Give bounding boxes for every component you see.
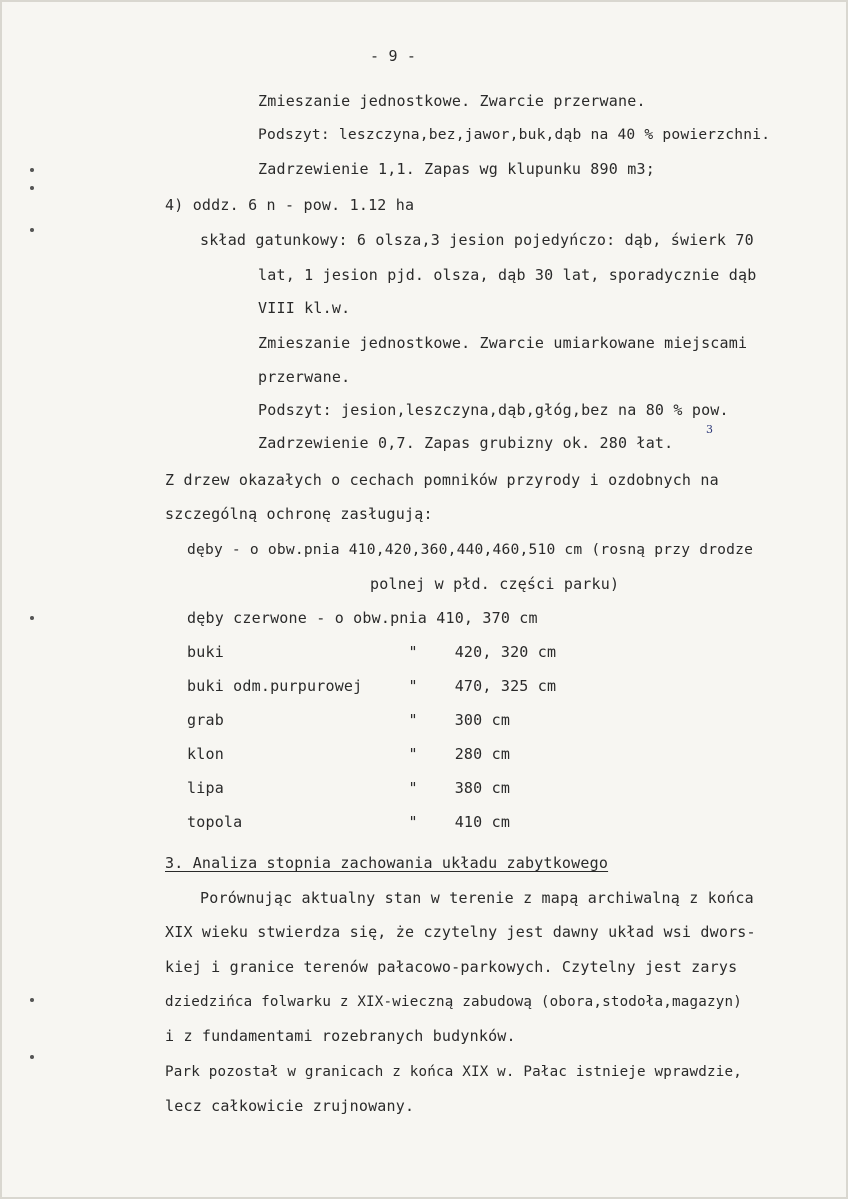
text-line: Park pozostał w granicach z końca XIX w. Pałac istnieje wprawdzie, <box>165 1064 742 1080</box>
page-number: - 9 - <box>370 47 417 65</box>
text-line: dziedzińca folwarku z XIX-wieczną zabudową (obora,stodoła,magazyn) <box>165 994 742 1010</box>
text-line: klon " 280 cm <box>187 745 511 763</box>
punch-mark <box>30 186 34 190</box>
text-line: Podszyt: leszczyna,bez,jawor,buk,dąb na 40 % powierzchni. <box>258 126 771 143</box>
text-line: Zmieszanie jednostkowe. Zwarcie umiarkowane miejscami <box>258 334 748 352</box>
handwritten-note: 3 <box>706 423 713 436</box>
text-line: dęby - o obw.pnia 410,420,360,440,460,510 cm (rosną przy drodze <box>187 541 754 558</box>
text-line: grab " 300 cm <box>187 711 511 729</box>
text-line: 4) oddz. 6 n - pow. 1.12 ha <box>165 196 415 214</box>
text-line: Porównując aktualny stan w terenie z mapą archiwalną z końca <box>200 889 754 907</box>
text-line: lat, 1 jesion pjd. olsza, dąb 30 lat, sporadycznie dąb <box>258 266 757 284</box>
text-line: topola " 410 cm <box>187 813 511 831</box>
text-line: VIII kl.w. <box>258 299 351 317</box>
punch-mark <box>30 998 34 1002</box>
text-line: Podszyt: jesion,leszczyna,dąb,głóg,bez na 80 % pow. <box>258 401 729 419</box>
text-line: Zadrzewienie 1,1. Zapas wg klupunku 890 m3; <box>258 160 655 178</box>
text-line: dęby czerwone - o obw.pnia 410, 370 cm <box>187 609 538 627</box>
text-line: lipa " 380 cm <box>187 779 511 797</box>
punch-mark <box>30 1055 34 1059</box>
text-line: Z drzew okazałych o cechach pomników przyrody i ozdobnych na <box>165 471 719 489</box>
text-line: Zmieszanie jednostkowe. Zwarcie przerwane. <box>258 92 646 110</box>
punch-mark <box>30 168 34 172</box>
punch-mark <box>30 616 34 620</box>
text-line: szczególną ochronę zasługują: <box>165 505 433 523</box>
text-line: buki " 420, 320 cm <box>187 643 557 661</box>
text-line: skład gatunkowy: 6 olsza,3 jesion pojedyńczo: dąb, świerk 70 <box>200 231 754 249</box>
text-line: i z fundamentami rozebranych budynków. <box>165 1027 516 1045</box>
text-line: XIX wieku stwierdza się, że czytelny jest dawny układ wsi dwors- <box>165 923 756 941</box>
text-line: polnej w płd. części parku) <box>370 575 620 593</box>
text-line: Zadrzewienie 0,7. Zapas grubizny ok. 280 łat. <box>258 434 674 452</box>
text-line: lecz całkowicie zrujnowany. <box>165 1097 415 1115</box>
punch-mark <box>30 228 34 232</box>
section-heading: 3. Analiza stopnia zachowania układu zabytkowego <box>165 854 609 872</box>
text-line: kiej i granice terenów pałacowo-parkowych. Czytelny jest zarys <box>165 958 738 976</box>
text-line: przerwane. <box>258 368 351 386</box>
text-line: buki odm.purpurowej " 470, 325 cm <box>187 677 557 695</box>
